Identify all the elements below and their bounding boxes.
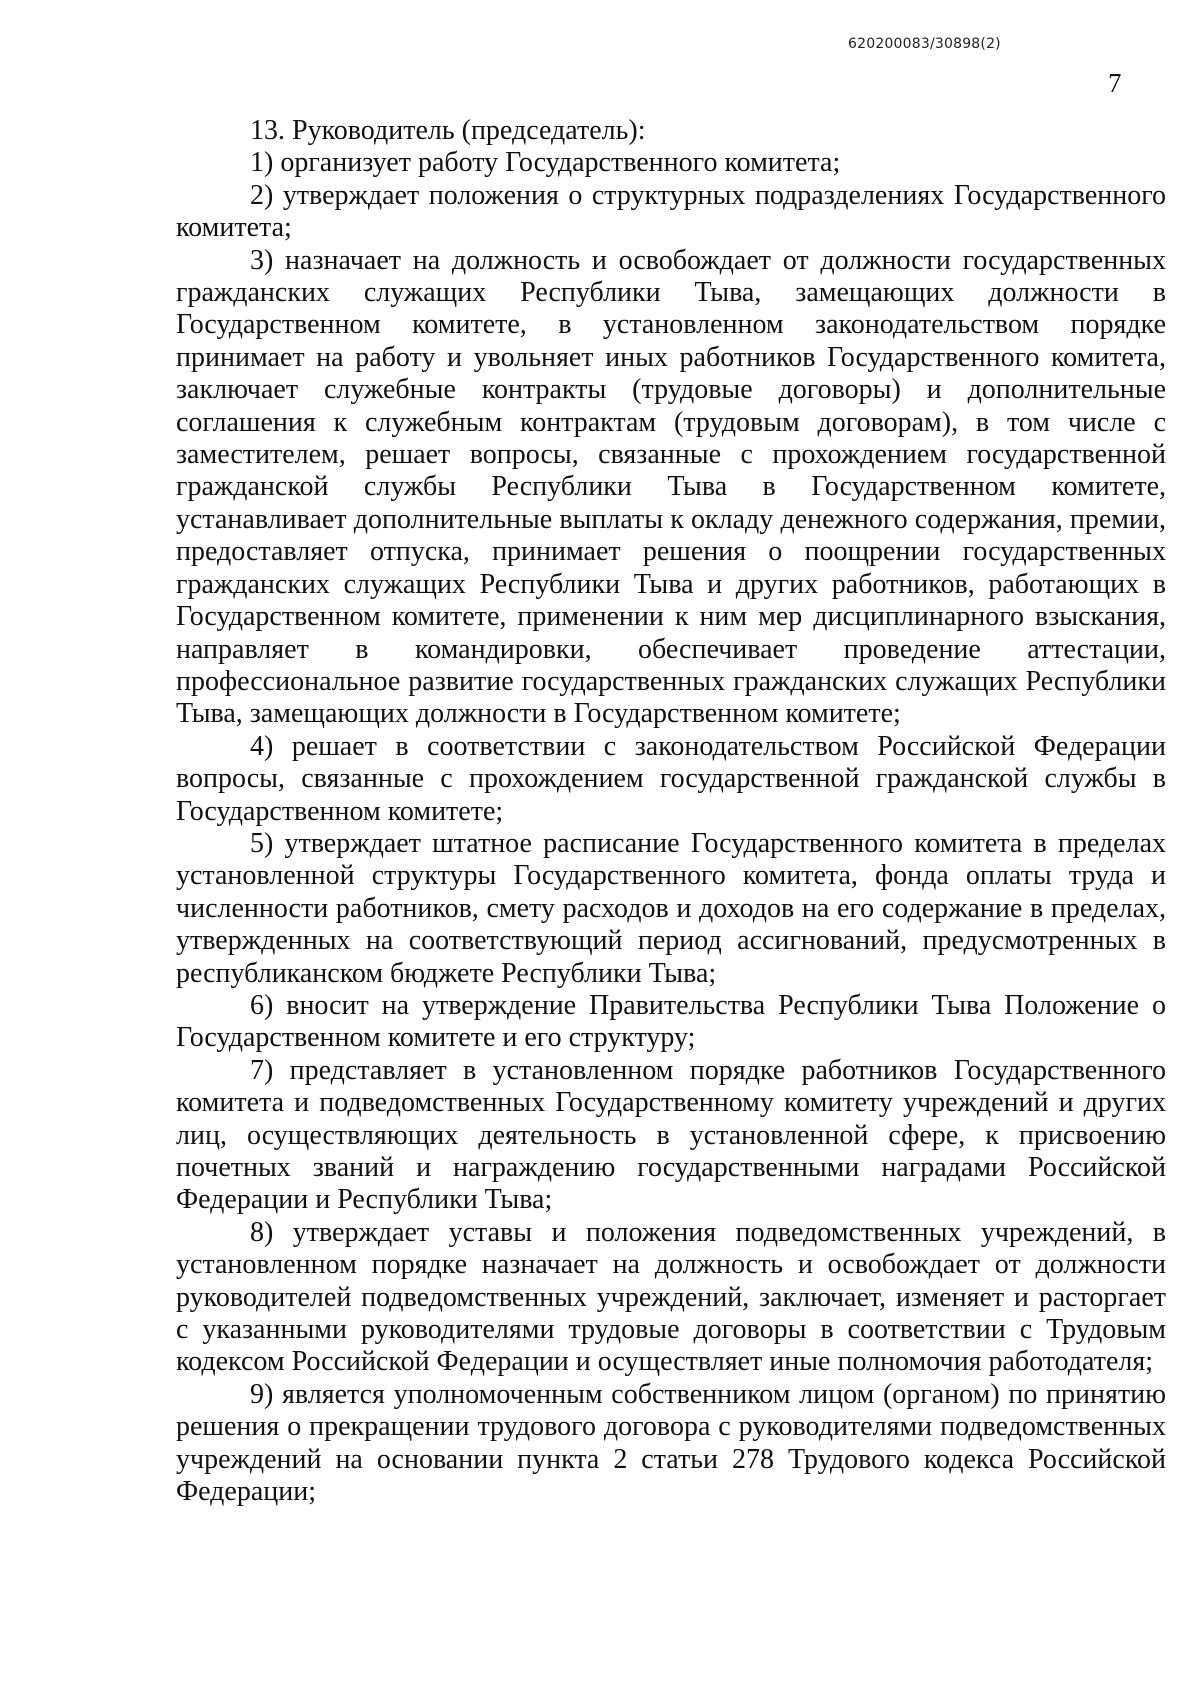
list-item: 4) решает в соответствии с законодательством Российской Федерации вопросы, связанные с прохождением государственной гражданской службы в Государственном комитете; — [176, 730, 1166, 827]
list-item: 6) вносит на утверждение Правительства Республики Тыва Положение о Государственном комитете и его структуру; — [176, 989, 1166, 1054]
list-item: 3) назначает на должность и освобождает от должности государственных гражданских служащих Республики Тыва, замещающих должности в Государственном комитете, в установленном законодательством порядке принимает на работу и увольняет иных работников Государственного комитета, заключает служебные контракты (трудовые договоры) и дополнительные соглашения к служебным контрактам (трудовым договорам), в том числе с заместителем, решает вопросы, связанные с прохождением государственной гражданской службы Республики Тыва в Государственном комитете, устанавливает дополнительные выплаты к окладу денежного содержания, премии, предоставляет отпуска, принимает решения о поощрении государственных гражданских служащих Республики Тыва и других работников, работающих в Государственном комитете, применении к ним мер дисциплинарного взыскания, направляет в командировки, обеспечивает проведение аттестации, профессиональное развитие государственных гражданских служащих Республики Тыва, замещающих должности в Государственном комитете; — [176, 244, 1166, 730]
document-registration-code: 620200083/30898(2) — [848, 36, 1001, 52]
page-number: 7 — [1108, 68, 1122, 98]
list-item: 9) является уполномоченным собственником лицом (органом) по принятию решения о прекращении трудового договора с руководителями подведомственных учреждений на основании пункта 2 статьи 278 Трудового кодекса Российской Федерации; — [176, 1378, 1166, 1508]
list-item: 2) утверждает положения о структурных подразделениях Государственного комитета; — [176, 179, 1166, 244]
document-body — [176, 115, 1166, 1508]
list-item: 7) представляет в установленном порядке работников Государственного комитета и подведомственных Государственному комитету учреждений и других лиц, осуществляющих деятельность в установленной сфере, к присвоению почетных званий и награждению государственными наградами Российской Федерации и Республики Тыва; — [176, 1054, 1166, 1216]
list-item: 1) организует работу Государственного комитета; — [250, 147, 841, 179]
list-item: 8) утверждает уставы и положения подведомственных учреждений, в установленном порядке назначает на должность и освобождает от должности руководителей подведомственных учреждений, заключает, изменяет и расторгает с указанными руководителями трудовые договоры в соответствии с Трудовым кодексом Российской Федерации и осуществляет иные полномочия работодателя; — [176, 1216, 1166, 1378]
list-item: 5) утверждает штатное расписание Государственного комитета в пределах установленной структуры Государственного комитета, фонда оплаты труда и численности работников, смету расходов и доходов на его содержание в пределах, утвержденных на соответствующий период ассигнований, предусмотренных в республиканском бюджете Республики Тыва; — [176, 827, 1166, 989]
section-heading: 13. Руководитель (председатель): — [250, 115, 646, 146]
